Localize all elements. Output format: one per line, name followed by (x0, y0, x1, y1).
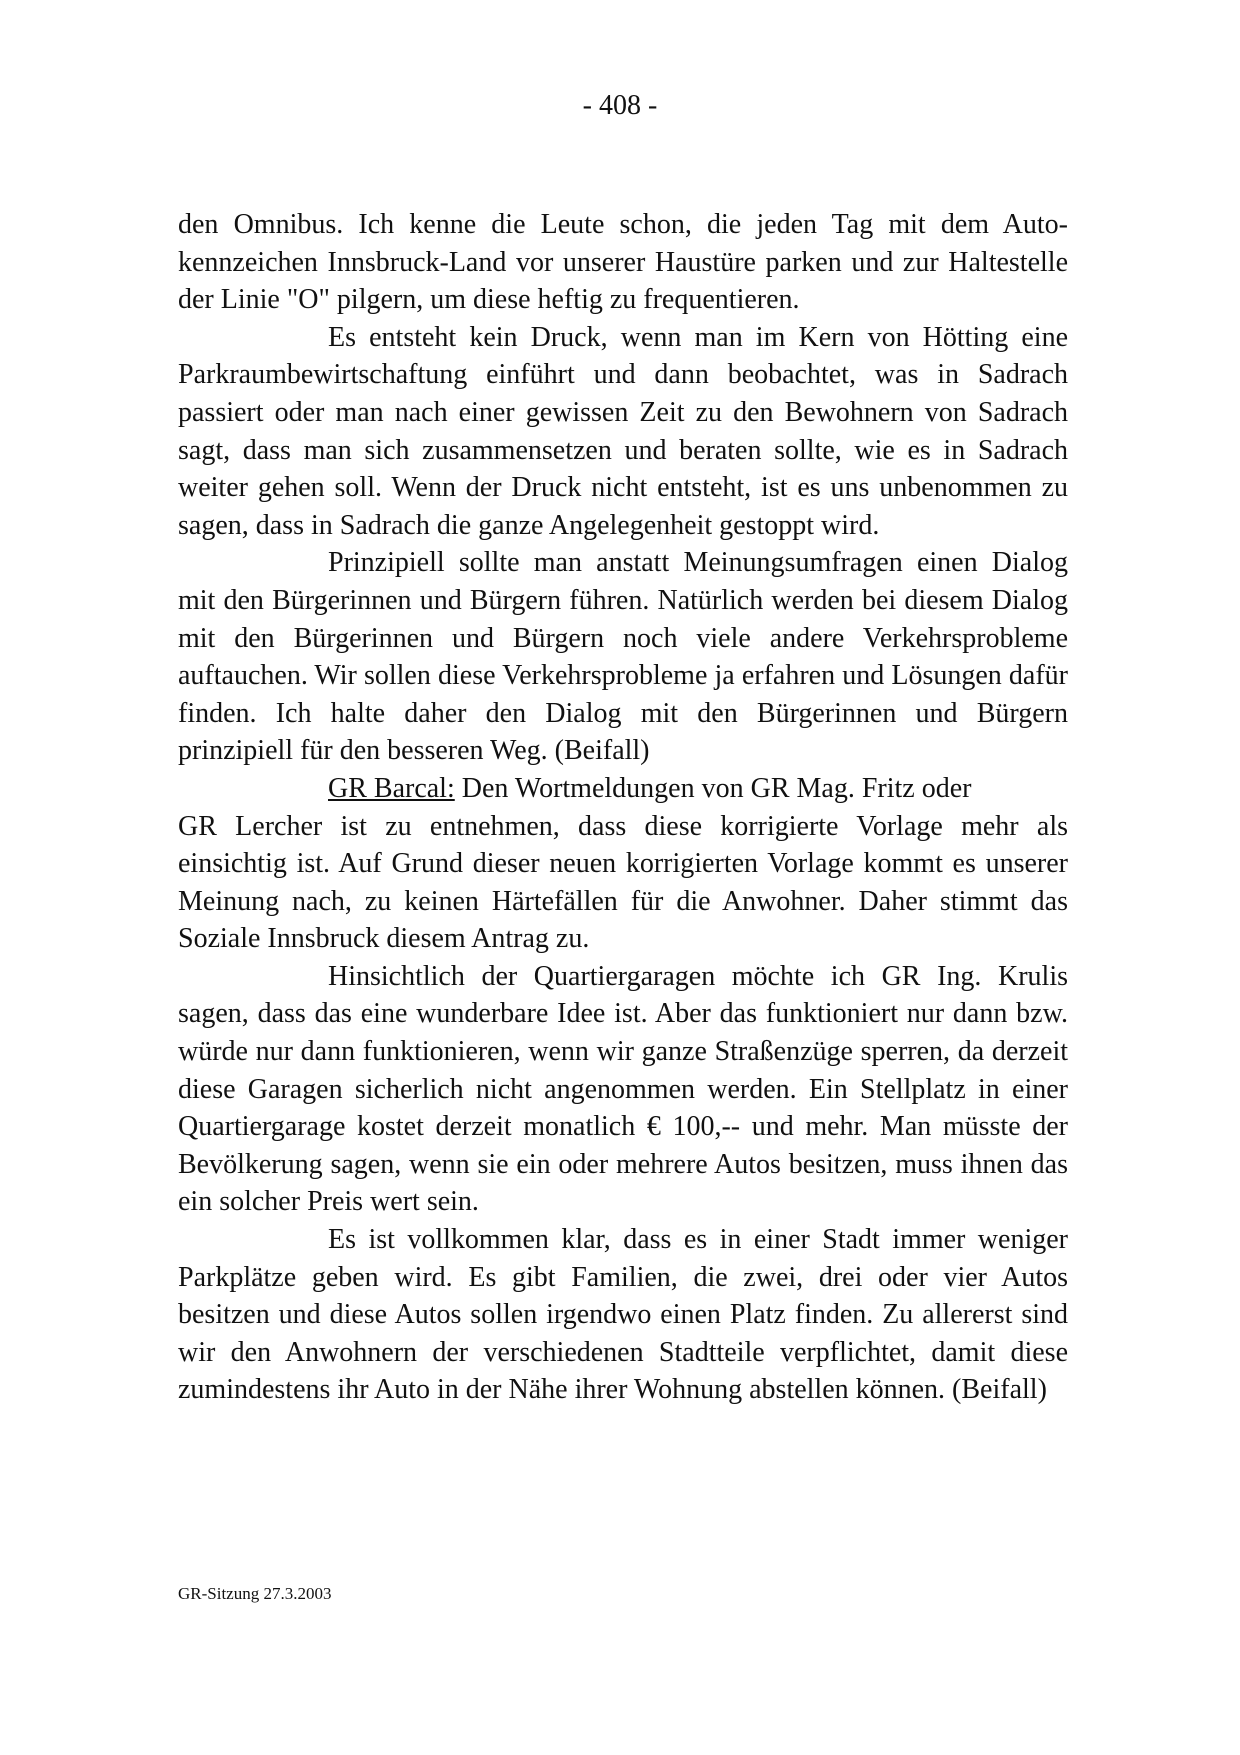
paragraph: Es entsteht kein Druck, wenn man im Kern von Hötting eine Parkraumbewirtschaftung einführt und dann beobachtet, was in Sadrach passiert oder man nach einer gewissen Zeit zu den Bewohnern von Sadrach sagt, dass man sich zusammensetzen und beraten sollte, wie es in Sadrach weiter gehen soll. Wenn der Druck nicht entsteht, ist es uns unbenommen zu sagen, dass in Sadrach die ganze Angelegenheit gestoppt wird. (178, 321, 1068, 541)
footer-session-label: GR-Sitzung 27.3.2003 (178, 1584, 332, 1603)
page-number: - 408 - (582, 90, 658, 121)
document-body (178, 206, 1068, 1409)
speaker-name: GR Barcal: (328, 772, 455, 804)
paragraph: GR Lercher ist zu entnehmen, dass diese korrigierte Vorlage mehr als einsichtig ist. Auf Grund dieser neuen korrigierten Vorlage kommt es unserer Meinung nach, zu keinen Härtefällen für die Anwohner. Daher stimmt das Soziale Innsbruck diesem Antrag zu. (178, 810, 1068, 955)
speaker-line (178, 770, 1068, 808)
speaker-statement (178, 770, 1068, 958)
paragraph: Es ist vollkommen klar, dass es in einer Stadt immer weniger Parkplätze geben wird. Es gibt Familien, die zwei, drei oder vier Autos besitzen und diese Autos sollen irgendwo einen Platz finden. Zu allererst sind wir den Anwohnern der verschiedenen Stadtteile verpflichtet, damit diese zumindestens ihr Auto in der Nähe ihrer Wohnung abstellen können. (Beifall) (178, 1224, 1068, 1406)
paragraph: Prinzipiell sollte man anstatt Meinungsumfragen einen Dialog mit den Bürgerinnen und Bürgern führen. Natürlich werden bei diesem Dialog mit den Bürgerinnen und Bürgern noch viele andere Verkehrsprobleme auftauchen. Wir sollen diese Verkehrsprobleme ja erfahren und Lösungen dafür finden. Ich halte daher den Dialog mit den Bürgerinnen und Bürgern prinzipiell für den besseren Weg. (Beifall) (178, 547, 1068, 767)
paragraph: Hinsichtlich der Quartiergaragen möchte ich GR Ing. Krulis sagen, dass das eine wunderbare Idee ist. Aber das funktioniert nur dann bzw. würde nur dann funktionieren, wenn wir ganze Straßenzüge sperren, da derzeit diese Garagen sicherlich nicht angenommen werden. Ein Stellplatz in einer Quartiergarage kostet derzeit monatlich € 100,-- und mehr. Man müsste der Bevölkerung sagen, wenn sie ein oder mehrere Autos besitzen, muss ihnen das ein solcher Preis wert sein. (178, 960, 1068, 1218)
speaker-line-text: Den Wortmeldungen von GR Mag. Fritz oder (454, 772, 972, 804)
paragraph-continuation: den Omnibus. Ich kenne die Leute schon, die jeden Tag mit dem Autokennzeichen Innsbruck-Land vor unserer Haustüre parken und zur Haltestelle der Linie "O" pilgern, um diese heftig zu frequentieren. (178, 209, 1068, 316)
